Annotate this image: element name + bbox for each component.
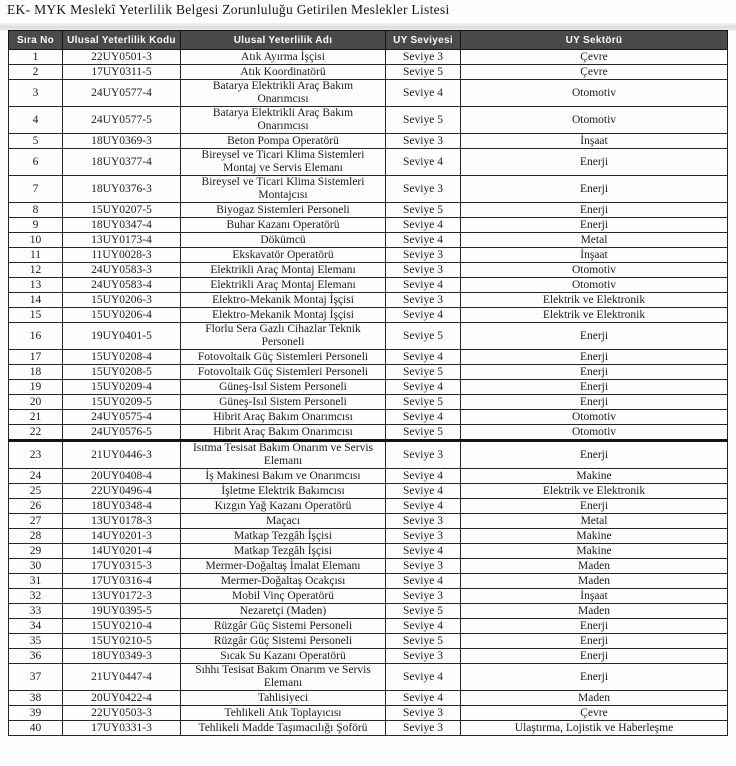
table-row xyxy=(9,380,728,395)
row-number-cell: 9 xyxy=(9,218,63,233)
name-cell: Elektrikli Araç Montaj Elemanı xyxy=(181,278,386,293)
name-cell: İş Makinesi Bakım ve Onarımcısı xyxy=(181,469,386,484)
name-cell: Isıtma Tesisat Bakım Onarım ve Servis Elemanı xyxy=(181,441,386,469)
name-cell: Nezaretçi (Maden) xyxy=(181,604,386,619)
sector-cell: Enerji xyxy=(461,350,728,365)
table-row xyxy=(9,441,728,469)
table-row xyxy=(9,203,728,218)
row-number-cell: 5 xyxy=(9,134,63,149)
col-header-uy-sektoru: UY Sektörü xyxy=(461,31,728,50)
page-title: EK- MYK Meslekî Yeterlilik Belgesi Zorunluluğu Getirilen Meslekler Listesi xyxy=(7,2,450,17)
sector-cell: Maden xyxy=(461,691,728,706)
level-cell: Seviye 4 xyxy=(386,278,461,293)
row-number-cell: 30 xyxy=(9,559,63,574)
row-number-cell: 35 xyxy=(9,634,63,649)
name-cell: Maçacı xyxy=(181,514,386,529)
name-cell: Mermer-Doğaltaş İmalat Elemanı xyxy=(181,559,386,574)
row-number-cell: 4 xyxy=(9,107,63,134)
name-cell: Sıhhı Tesisat Bakım Onarım ve Servis Elemanı xyxy=(181,664,386,691)
level-cell: Seviye 5 xyxy=(386,395,461,410)
name-cell: Atık Ayırma İşçisi xyxy=(181,50,386,65)
table-row xyxy=(9,691,728,706)
code-cell: 17UY0311-5 xyxy=(63,65,181,80)
code-cell: 24UY0575-4 xyxy=(63,410,181,425)
code-cell: 17UY0316-4 xyxy=(63,574,181,589)
code-cell: 17UY0315-3 xyxy=(63,559,181,574)
level-cell: Seviye 5 xyxy=(386,323,461,350)
row-number-cell: 16 xyxy=(9,323,63,350)
code-cell: 18UY0347-4 xyxy=(63,218,181,233)
table-row xyxy=(9,176,728,203)
level-cell: Seviye 3 xyxy=(386,293,461,308)
table-row xyxy=(9,80,728,107)
table-row xyxy=(9,293,728,308)
code-cell: 15UY0206-3 xyxy=(63,293,181,308)
sector-cell: Elektrik ve Elektronik xyxy=(461,308,728,323)
row-number-cell: 14 xyxy=(9,293,63,308)
name-cell: Hibrit Araç Bakım Onarımcısı xyxy=(181,410,386,425)
table-row xyxy=(9,499,728,514)
name-cell: Bireysel ve Ticari Klima Sistemleri Montajcısı xyxy=(181,176,386,203)
table-row xyxy=(9,278,728,293)
code-cell: 18UY0369-3 xyxy=(63,134,181,149)
col-header-yeterlilik-adi: Ulusal Yeterlilik Adı xyxy=(181,31,386,50)
table-row xyxy=(9,50,728,65)
level-cell: Seviye 3 xyxy=(386,263,461,278)
name-cell: Atık Koordinatörü xyxy=(181,65,386,80)
level-cell: Seviye 5 xyxy=(386,65,461,80)
level-cell: Seviye 5 xyxy=(386,604,461,619)
sector-cell: Otomotiv xyxy=(461,410,728,425)
row-number-cell: 24 xyxy=(9,469,63,484)
table-row xyxy=(9,107,728,134)
code-cell: 14UY0201-3 xyxy=(63,529,181,544)
sector-cell: Maden xyxy=(461,604,728,619)
code-cell: 22UY0496-4 xyxy=(63,484,181,499)
level-cell: Seviye 3 xyxy=(386,441,461,469)
level-cell: Seviye 4 xyxy=(386,664,461,691)
name-cell: Ekskavatör Operatörü xyxy=(181,248,386,263)
col-header-uy-seviyesi: UY Seviyesi xyxy=(386,31,461,50)
sector-cell: Enerji xyxy=(461,323,728,350)
row-number-cell: 25 xyxy=(9,484,63,499)
level-cell: Seviye 3 xyxy=(386,706,461,721)
row-number-cell: 21 xyxy=(9,410,63,425)
sector-cell: Ulaştırma, Lojistik ve Haberleşme xyxy=(461,721,728,736)
row-number-cell: 1 xyxy=(9,50,63,65)
row-number-cell: 22 xyxy=(9,425,63,441)
table-row xyxy=(9,65,728,80)
code-cell: 13UY0173-4 xyxy=(63,233,181,248)
code-cell: 15UY0208-5 xyxy=(63,365,181,380)
code-cell: 24UY0577-4 xyxy=(63,80,181,107)
table-row xyxy=(9,604,728,619)
name-cell: Güneş-Isıl Sistem Personeli xyxy=(181,380,386,395)
level-cell: Seviye 3 xyxy=(386,514,461,529)
sector-cell: Enerji xyxy=(461,149,728,176)
level-cell: Seviye 4 xyxy=(386,308,461,323)
table-row xyxy=(9,706,728,721)
level-cell: Seviye 3 xyxy=(386,248,461,263)
code-cell: 22UY0503-3 xyxy=(63,706,181,721)
level-cell: Seviye 3 xyxy=(386,50,461,65)
row-number-cell: 2 xyxy=(9,65,63,80)
sector-cell: Maden xyxy=(461,559,728,574)
sector-cell: Enerji xyxy=(461,395,728,410)
table-row xyxy=(9,149,728,176)
code-cell: 18UY0349-3 xyxy=(63,649,181,664)
code-cell: 20UY0408-4 xyxy=(63,469,181,484)
code-cell: 22UY0501-3 xyxy=(63,50,181,65)
sector-cell: İnşaat xyxy=(461,248,728,263)
code-cell: 19UY0395-5 xyxy=(63,604,181,619)
level-cell: Seviye 4 xyxy=(386,218,461,233)
name-cell: Matkap Tezgâh İşçisi xyxy=(181,529,386,544)
table-row xyxy=(9,544,728,559)
table-row xyxy=(9,365,728,380)
row-number-cell: 17 xyxy=(9,350,63,365)
sector-cell: Otomotiv xyxy=(461,80,728,107)
table-row xyxy=(9,425,728,441)
sector-cell: Otomotiv xyxy=(461,107,728,134)
name-cell: Kızgın Yağ Kazanı Operatörü xyxy=(181,499,386,514)
code-cell: 15UY0210-5 xyxy=(63,634,181,649)
row-number-cell: 37 xyxy=(9,664,63,691)
name-cell: İşletme Elektrik Bakımcısı xyxy=(181,484,386,499)
table-row xyxy=(9,218,728,233)
table-row xyxy=(9,664,728,691)
level-cell: Seviye 4 xyxy=(386,484,461,499)
row-number-cell: 27 xyxy=(9,514,63,529)
table-row xyxy=(9,469,728,484)
level-cell: Seviye 4 xyxy=(386,544,461,559)
name-cell: Beton Pompa Operatörü xyxy=(181,134,386,149)
name-cell: Tehlikeli Madde Taşımacılığı Şoförü xyxy=(181,721,386,736)
code-cell: 20UY0422-4 xyxy=(63,691,181,706)
row-number-cell: 34 xyxy=(9,619,63,634)
name-cell: Mobil Vinç Operatörü xyxy=(181,589,386,604)
level-cell: Seviye 3 xyxy=(386,649,461,664)
sector-cell: Otomotiv xyxy=(461,278,728,293)
code-cell: 21UY0447-4 xyxy=(63,664,181,691)
code-cell: 15UY0206-4 xyxy=(63,308,181,323)
row-number-cell: 38 xyxy=(9,691,63,706)
level-cell: Seviye 4 xyxy=(386,80,461,107)
row-number-cell: 3 xyxy=(9,80,63,107)
sector-cell: Elektrik ve Elektronik xyxy=(461,293,728,308)
level-cell: Seviye 4 xyxy=(386,619,461,634)
row-number-cell: 7 xyxy=(9,176,63,203)
name-cell: Rüzgâr Güç Sistemi Personeli xyxy=(181,619,386,634)
table-row xyxy=(9,308,728,323)
table-row xyxy=(9,559,728,574)
sector-cell: Metal xyxy=(461,233,728,248)
name-cell: Hibrit Araç Bakım Onarımcısı xyxy=(181,425,386,441)
code-cell: 19UY0401-5 xyxy=(63,323,181,350)
code-cell: 15UY0207-5 xyxy=(63,203,181,218)
sector-cell: Maden xyxy=(461,574,728,589)
row-number-cell: 11 xyxy=(9,248,63,263)
row-number-cell: 6 xyxy=(9,149,63,176)
row-number-cell: 23 xyxy=(9,441,63,469)
row-number-cell: 26 xyxy=(9,499,63,514)
code-cell: 24UY0576-5 xyxy=(63,425,181,441)
sector-cell: Makine xyxy=(461,469,728,484)
name-cell: Biyogaz Sistemleri Personeli xyxy=(181,203,386,218)
table-row xyxy=(9,323,728,350)
row-number-cell: 15 xyxy=(9,308,63,323)
table-row xyxy=(9,514,728,529)
row-number-cell: 12 xyxy=(9,263,63,278)
table-row xyxy=(9,350,728,365)
table-row xyxy=(9,134,728,149)
table-row xyxy=(9,248,728,263)
sector-cell: Çevre xyxy=(461,65,728,80)
level-cell: Seviye 4 xyxy=(386,350,461,365)
name-cell: Rüzgâr Güç Sistemi Personeli xyxy=(181,634,386,649)
name-cell: Tahlisiyeci xyxy=(181,691,386,706)
row-number-cell: 33 xyxy=(9,604,63,619)
level-cell: Seviye 4 xyxy=(386,233,461,248)
sector-cell: Enerji xyxy=(461,218,728,233)
name-cell: Mermer-Doğaltaş Ocakçısı xyxy=(181,574,386,589)
sector-cell: Çevre xyxy=(461,50,728,65)
sector-cell: Metal xyxy=(461,514,728,529)
name-cell: Elektro-Mekanik Montaj İşçisi xyxy=(181,293,386,308)
name-cell: Elektro-Mekanik Montaj İşçisi xyxy=(181,308,386,323)
table-row xyxy=(9,574,728,589)
table-row xyxy=(9,634,728,649)
code-cell: 24UY0583-4 xyxy=(63,278,181,293)
level-cell: Seviye 4 xyxy=(386,691,461,706)
level-cell: Seviye 4 xyxy=(386,410,461,425)
level-cell: Seviye 4 xyxy=(386,149,461,176)
code-cell: 11UY0028-3 xyxy=(63,248,181,263)
code-cell: 15UY0209-5 xyxy=(63,395,181,410)
name-cell: Buhar Kazanı Operatörü xyxy=(181,218,386,233)
table-row xyxy=(9,529,728,544)
name-cell: Florlu Sera Gazlı Cihazlar Teknik Personeli xyxy=(181,323,386,350)
sector-cell: İnşaat xyxy=(461,134,728,149)
level-cell: Seviye 3 xyxy=(386,176,461,203)
sector-cell: Enerji xyxy=(461,441,728,469)
name-cell: Fotovoltaik Güç Sistemleri Personeli xyxy=(181,350,386,365)
table-row xyxy=(9,410,728,425)
table-row xyxy=(9,721,728,736)
row-number-cell: 13 xyxy=(9,278,63,293)
sector-cell: Enerji xyxy=(461,619,728,634)
level-cell: Seviye 5 xyxy=(386,107,461,134)
name-cell: Matkap Tezgâh İşçisi xyxy=(181,544,386,559)
name-cell: Batarya Elektrikli Araç Bakım Onarımcısı xyxy=(181,107,386,134)
level-cell: Seviye 4 xyxy=(386,574,461,589)
code-cell: 13UY0178-3 xyxy=(63,514,181,529)
level-cell: Seviye 3 xyxy=(386,529,461,544)
name-cell: Elektrikli Araç Montaj Elemanı xyxy=(181,263,386,278)
level-cell: Seviye 4 xyxy=(386,499,461,514)
code-cell: 15UY0208-4 xyxy=(63,350,181,365)
name-cell: Dökümcü xyxy=(181,233,386,248)
code-cell: 24UY0577-5 xyxy=(63,107,181,134)
code-cell: 18UY0376-3 xyxy=(63,176,181,203)
name-cell: Tehlikeli Atık Toplayıcısı xyxy=(181,706,386,721)
sector-cell: Enerji xyxy=(461,176,728,203)
code-cell: 14UY0201-4 xyxy=(63,544,181,559)
level-cell: Seviye 5 xyxy=(386,634,461,649)
sector-cell: Enerji xyxy=(461,664,728,691)
sector-cell: Makine xyxy=(461,529,728,544)
code-cell: 13UY0172-3 xyxy=(63,589,181,604)
row-number-cell: 8 xyxy=(9,203,63,218)
row-number-cell: 19 xyxy=(9,380,63,395)
row-number-cell: 40 xyxy=(9,721,63,736)
sector-cell: Çevre xyxy=(461,706,728,721)
row-number-cell: 10 xyxy=(9,233,63,248)
professions-table xyxy=(8,30,728,736)
table-row xyxy=(9,233,728,248)
code-cell: 18UY0377-4 xyxy=(63,149,181,176)
row-number-cell: 28 xyxy=(9,529,63,544)
col-header-yeterlilik-kodu: Ulusal Yeterlilik Kodu xyxy=(63,31,181,50)
code-cell: 18UY0348-4 xyxy=(63,499,181,514)
code-cell: 17UY0331-3 xyxy=(63,721,181,736)
sector-cell: Elektrik ve Elektronik xyxy=(461,484,728,499)
code-cell: 21UY0446-3 xyxy=(63,441,181,469)
name-cell: Sıcak Su Kazanı Operatörü xyxy=(181,649,386,664)
table-row xyxy=(9,619,728,634)
row-number-cell: 29 xyxy=(9,544,63,559)
row-number-cell: 36 xyxy=(9,649,63,664)
row-number-cell: 32 xyxy=(9,589,63,604)
sector-cell: Enerji xyxy=(461,634,728,649)
table-row xyxy=(9,589,728,604)
table-header-row xyxy=(9,31,728,50)
code-cell: 15UY0209-4 xyxy=(63,380,181,395)
sector-cell: Enerji xyxy=(461,499,728,514)
level-cell: Seviye 5 xyxy=(386,425,461,441)
name-cell: Batarya Elektrikli Araç Bakım Onarımcısı xyxy=(181,80,386,107)
row-number-cell: 20 xyxy=(9,395,63,410)
sector-cell: Enerji xyxy=(461,203,728,218)
sector-cell: Otomotiv xyxy=(461,263,728,278)
sector-cell: Enerji xyxy=(461,380,728,395)
table-body xyxy=(9,50,728,736)
row-number-cell: 39 xyxy=(9,706,63,721)
sector-cell: İnşaat xyxy=(461,589,728,604)
code-cell: 24UY0583-3 xyxy=(63,263,181,278)
row-number-cell: 18 xyxy=(9,365,63,380)
sector-cell: Makine xyxy=(461,544,728,559)
level-cell: Seviye 3 xyxy=(386,559,461,574)
level-cell: Seviye 4 xyxy=(386,380,461,395)
row-number-cell: 31 xyxy=(9,574,63,589)
name-cell: Fotovoltaik Güç Sistemleri Personeli xyxy=(181,365,386,380)
sector-cell: Enerji xyxy=(461,365,728,380)
level-cell: Seviye 4 xyxy=(386,469,461,484)
table-row xyxy=(9,395,728,410)
sector-cell: Enerji xyxy=(461,649,728,664)
level-cell: Seviye 3 xyxy=(386,721,461,736)
name-cell: Bireysel ve Ticari Klima Sistemleri Montaj ve Servis Elemanı xyxy=(181,149,386,176)
table-row xyxy=(9,484,728,499)
name-cell: Güneş-Isıl Sistem Personeli xyxy=(181,395,386,410)
table-row xyxy=(9,263,728,278)
level-cell: Seviye 5 xyxy=(386,365,461,380)
level-cell: Seviye 3 xyxy=(386,134,461,149)
level-cell: Seviye 3 xyxy=(386,589,461,604)
col-header-sira-no: Sıra No xyxy=(9,31,63,50)
table-row xyxy=(9,649,728,664)
level-cell: Seviye 5 xyxy=(386,203,461,218)
sector-cell: Otomotiv xyxy=(461,425,728,441)
code-cell: 15UY0210-4 xyxy=(63,619,181,634)
